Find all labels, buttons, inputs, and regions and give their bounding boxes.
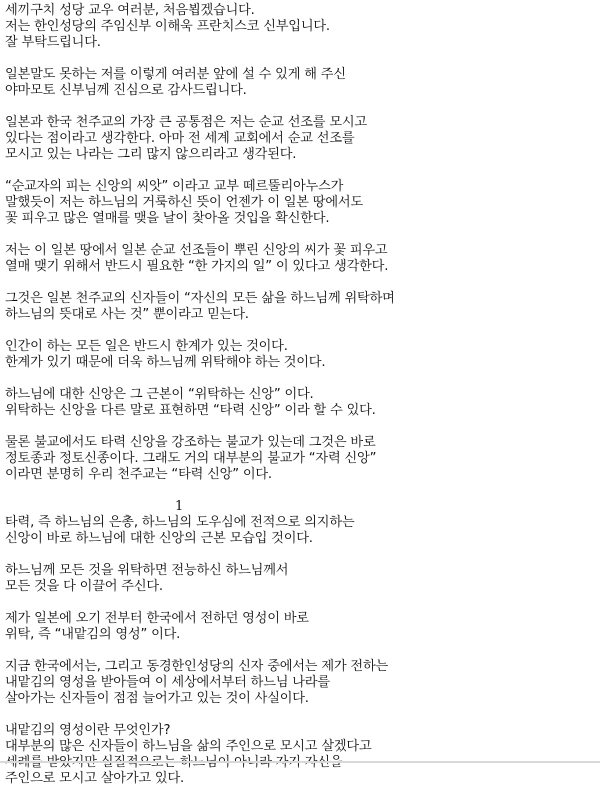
text-line: 제가 일본에 오기 전부터 한국에서 전하던 영성이 바로 bbox=[5, 611, 309, 626]
text-line: 정토종과 정토신종이다. 그래도 거의 대부분의 불교가 “자력 신앙” bbox=[5, 451, 377, 466]
paragraph-entrust-life bbox=[5, 291, 595, 323]
paragraph-other-power bbox=[5, 515, 595, 547]
text-line: 주인으로 모시고 살아가고 있다. bbox=[5, 771, 184, 786]
text-line: 물론 불교에서도 타력 신앙을 강조하는 불교가 있는데 그것은 바로 bbox=[5, 435, 376, 450]
paragraph-gap bbox=[5, 99, 595, 115]
text-line: 잘 부탁드립니다. bbox=[5, 35, 101, 50]
paragraph-gap bbox=[5, 483, 595, 499]
text-line: 하느님께 모든 것을 위탁하면 전능하신 하느님께서 bbox=[5, 563, 289, 578]
text-line: 말했듯이 저는 하느님의 거룩하신 뜻이 언젠가 이 일본 땅에서도 bbox=[5, 195, 363, 210]
paragraph-gap bbox=[5, 275, 595, 291]
paragraph-gap bbox=[5, 595, 595, 611]
paragraph-gap bbox=[5, 163, 595, 179]
text-line: 대부분의 많은 신자들이 하느님을 삶의 주인으로 모시고 살겠다고 bbox=[5, 739, 372, 754]
text-line: 그것은 일본 천주교의 신자들이 “자신의 모든 삶을 하느님께 위탁하며 bbox=[5, 291, 395, 306]
text-line: 위탁, 즉 “내맡김의 영성” 이다. bbox=[5, 627, 181, 642]
paragraph-gap bbox=[5, 547, 595, 563]
paragraph-buddhism bbox=[5, 435, 595, 483]
paragraph-greeting bbox=[5, 3, 595, 51]
paragraph-spirituality bbox=[5, 611, 595, 643]
text-line: 저는 한인성당의 주임신부 이해욱 프란치스코 신부입니다. bbox=[5, 19, 330, 34]
text-line: 있다는 점이라고 생각한다. 아마 전 세계 교회에서 순교 선조를 bbox=[5, 131, 355, 146]
paragraph-gap bbox=[5, 419, 595, 435]
text-line: 세끼구치 성당 교우 여러분, 처음뵙겠습니다. bbox=[5, 3, 255, 18]
paragraph-martyrs-seed bbox=[5, 179, 595, 227]
paragraph-korea bbox=[5, 659, 595, 707]
paragraph-common-point bbox=[5, 115, 595, 163]
document-page bbox=[5, 3, 595, 787]
paragraph-gap bbox=[5, 707, 595, 723]
paragraph-gap bbox=[5, 371, 595, 387]
text-line: 타력, 즉 하느님의 은총, 하느님의 도우심에 전적으로 의지하는 bbox=[5, 515, 355, 530]
text-line: 모시고 있는 나라는 그리 많지 않으리라고 생각된다. bbox=[5, 147, 297, 162]
text-line: 꽃 피우고 많은 열매를 맺을 날이 찾아올 것입을 확신한다. bbox=[5, 211, 330, 226]
text-line: 위탁하는 신앙을 다른 말로 표현하면 “타력 신앙” 이라 할 수 있다. bbox=[5, 403, 376, 418]
page-number: 1 bbox=[175, 499, 184, 514]
text-line: 야마모토 신부님께 진심으로 감사드립니다. bbox=[5, 83, 247, 98]
text-line: 내맡김의 영성을 받아들여 이 세상에서부터 하느님 나라를 bbox=[5, 675, 330, 690]
text-line: 내맡김의 영성이란 무엇인가? bbox=[5, 723, 171, 738]
text-line: 이라면 분명히 우리 천주교는 “타력 신앙” 이다. bbox=[5, 467, 272, 482]
text-line bbox=[5, 755, 595, 771]
text-line: “순교자의 피는 신앙의 씨앗” 이라고 교부 떼르뚤리아누스가 bbox=[5, 179, 344, 194]
text-line: 하느님에 대한 신앙은 그 근본이 “위탁하는 신앙” 이다. bbox=[5, 387, 314, 402]
paragraph-what-is bbox=[5, 723, 595, 787]
text-line: 일본말도 못하는 저를 이렇게 여러분 앞에 설 수 있게 해 주신 bbox=[5, 67, 346, 82]
paragraph-gap bbox=[5, 51, 595, 67]
text-line: 인간이 하는 모든 일은 반드시 한계가 있는 것이다. bbox=[5, 339, 288, 354]
text-line: 하느님의 뜻대로 사는 것” 뿐이라고 믿는다. bbox=[5, 307, 249, 322]
paragraph-gap bbox=[5, 643, 595, 659]
paragraph-thanks bbox=[5, 67, 595, 99]
text-line: 일본과 한국 천주교의 가장 큰 공통점은 저는 순교 선조를 모시고 bbox=[5, 115, 367, 130]
text-line: 모든 것을 다 이끌어 주신다. bbox=[5, 579, 163, 594]
paragraph-gap bbox=[5, 227, 595, 243]
text-line: 살아가는 신자들이 점점 늘어가고 있는 것이 사실이다. bbox=[5, 691, 309, 706]
paragraph-faith-root bbox=[5, 387, 595, 419]
text-line: 저는 이 일본 땅에서 일본 순교 선조들이 뿌린 신앙의 씨가 꽃 피우고 bbox=[5, 243, 388, 258]
text-line: 열매 맺기 위해서 반드시 필요한 “한 가지의 일” 이 있다고 생각한다. bbox=[5, 259, 389, 274]
text-line: 한계가 있기 때문에 더욱 하느님께 위탁해야 하는 것이다. bbox=[5, 355, 326, 370]
paragraph-limits bbox=[5, 339, 595, 371]
text-line: 신앙이 바로 하느님에 대한 신앙의 근본 모습입 것이다. bbox=[5, 531, 313, 546]
text-line: 지금 한국에서는, 그리고 동경한인성당의 신자 중에서는 제가 전하는 bbox=[5, 659, 389, 674]
paragraph-almighty bbox=[5, 563, 595, 595]
paragraph-gap bbox=[5, 323, 595, 339]
paragraph-one-thing bbox=[5, 243, 595, 275]
